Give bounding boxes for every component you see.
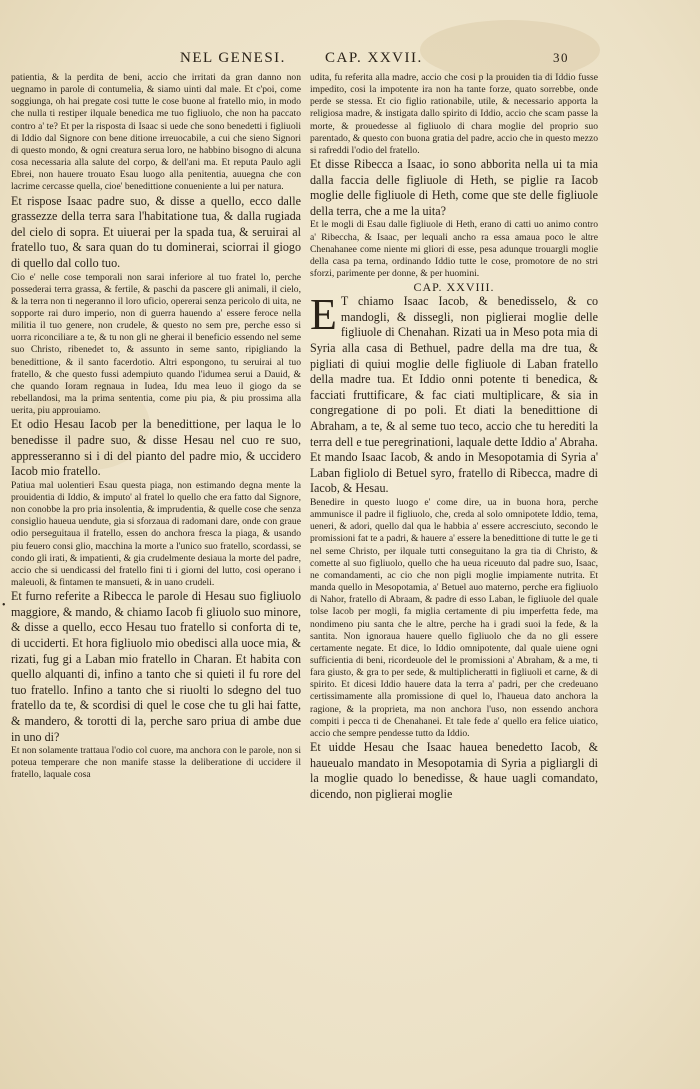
margin-mark: • bbox=[2, 600, 6, 611]
scripture-paragraph: Et odio Hesau Iacob per la benedittione, per laqua le lo benedisse il padre suo, & disse Hesau nel cuo re suo, appresseranno si i di del pianto del padre mio, & uccidero Iacob mio fratello. bbox=[11, 417, 301, 479]
commentary-paragraph: patientia, & la perdita de beni, accio che irritati da gran danno non uegnamo in parole di contumelia, & siamo uinti dal male. Et c'poi, come soggiunga, oh hai pregate cosi tutte le cose buone al fratello mio, in modo che nulla ti restiper ilquale benedica me tuo figliuolo, che non ha paccato contro a' te? Et per la risposta di Isaac si uede che sono benedetti i figliuoli di Iddio dal Signore con bene ditione irreuocabile, a cui che sieno Signori di questo mondo, & ogni creatura serua loro, ne habbino bisogno di alcuna cosa necessaria alla salute del corpo, & dell'ani ma. Et reputa Paulo agli Ebrei, non hauere trouato Esau luogo alla penitentia, auuegna che con lacrime cercasse quella, cioe' benedittione conueniente a lui per natura. bbox=[11, 72, 301, 193]
scripture-paragraph-dropcap bbox=[310, 290, 598, 450]
folio-number: 30 bbox=[553, 50, 569, 65]
commentary-paragraph: udita, fu referita alla madre, accio che cosi p la prouiden tia di Iddio fusse impedito, cosi la impotente ira non ha tante forze, quato sorrebbe, onde perde se stessa. Et cio figlio rationabile, utile, & necessario apporta la religiosa madre, & instigata dallo spirito di Iddio, accio che scam passe la morte, & prouedesse al figliuolo di chara moglie del proprio suo parentado, & questo con buona gratia del padre, accio che in questo mezzo si rafreddi l'odio del fratello. bbox=[310, 72, 598, 156]
right-column bbox=[310, 72, 598, 802]
commentary-paragraph: Patiua mal uolentieri Esau questa piaga, non estimando degna mente la prouidentia di Iddio, & imputo' al fratel lo quello che era fatto dal Signore, non conobbe la pro pria insolentia, & imprudentia, & quelle cose che senza consiglio haueua uendute, gia si sforzaua di radomani dare, onde con graue odio perseguitaua il fratello, essen do anchora fresca la piaga, & usando piu feuero consi glio, macchina la morte a l'unico suo fratello, scordassi, se condo gli irati, & impatienti, & gia crudelmente desiaua la morte del padre, accio che si uendicassi del fratello fini ti i giorni del lutto, cosi operano i maleuoli, & fintamen te mansueti, & in uano crudeli. bbox=[11, 479, 301, 589]
running-title: NEL GENESI. bbox=[180, 50, 286, 66]
commentary-paragraph: Et le mogli di Esau dalle figliuole di Heth, erano di catti uo animo contro a' Ribeccha, & Isaac, per lequali ancho ra essa amaua poco le altre Chenahanee come niente mi gliori di esse, pesa adunque trouargli moglie della casa pa terna, ordinando Iddio tutte le cose, promotore de no stri sforzi, parimente per donne, & per huomini. bbox=[310, 219, 598, 280]
scripture-paragraph: Et rispose Isaac padre suo, & disse a quello, ecco dalle grassezze della terra sara l'habitatione tua, & dalla rugiada del cielo di sopra. Et uiuerai per la spada tua, & seruirai al fratello tuo, & sara quan do tu dominerai, sciorrai il giogo di quello dal collo tuo. bbox=[11, 193, 301, 270]
running-header bbox=[0, 50, 700, 72]
scripture-paragraph: Et disse Ribecca a Isaac, io sono abborita nella ui ta mia dalla faccia delle figliuole di Heth, se piglie ra Iacob moglie delle figliuole di Heth, come que ste delle figliuole della terra, che a me la uita? bbox=[310, 157, 598, 218]
commentary-paragraph: Et non solamente trattaua l'odio col cuore, ma anchora con le parole, non si poteua temperare che non manife stasse la deliberatione di uccidere il fratello, laquale cosa bbox=[11, 745, 301, 781]
chapter-28-heading: CAP. XXVIII. bbox=[413, 280, 495, 295]
dropcap-paragraph-text: T chiamo Isaac Iacob, & benedisselo, & co mandogli, & dissegli, non piglierai moglie delle figliuole di Chenahan. Rizati ua in Meso pota mia di Syria alla casa di Bethuel, padre della ma dre tua, & pigliati di quiui moglie delle figliuole di Laban fratello della madre tua. Et Iddio onni potente ti benedica, & facciati fruttificare, & fac ciati multiplicare, & sia in congregatione di po poli. Et diati la benedittione di Abraham, a te, & al seme tuo teco, accio che tu herediti la terra dell e tue peregrinationi, laquale dette Iddio a' Abraha. bbox=[310, 294, 598, 449]
scripture-paragraph: Et furno referite a Ribecca le parole di Hesau suo figliuolo maggiore, & mando, & chiamo Iacob fi gliuolo suo minore, & disse a quello, ecco Hesau tuo fratello si conforta di te, di ucciderti. Et hora figliuolo mio obedisci alla uoce mia, & rizati, fug gi a Laban mio fratello in Charan. Et habita con quello alquanti di, infino a tanto che si quieti il fu rore del tuo fratello. Infino a tanto che si riuolti lo sdegno del tuo fratello da te, & scordisi di quel le cose che tu gli hai fatte, & mandero, & torotti di la, perche saro priua di ambe due in uno di? bbox=[11, 589, 301, 744]
commentary-paragraph: Benedire in questo luogo e' come dire, ua in buona hora, perche ammunisce il padre il figliuolo, che, creda al solo omnipotete Iddio, tema, ueneri, & adori, quello dal qua le habbia a' essere accresciuto, secondo le promissioni fat te a padri, & hauere a' essere la benedittione di tutte le ge ti nel seme Christo, per ilquale tutti conseguitano la gra tia di Christo, & comette al suo figliuolo, quello che ha ueua riceuuto dal padre suo, Isaac, ne comandamenti, ac cio che non pigli moglie impiamente nutrita. Et manda quello in Mesopotamia, a' Betuel auo materno, perche era figliuolo di Nahor, fratello di Abraam, & padre di esso Laban, le figliuole del quale tolse Iacob per mogli, fa miglia certamente di piu imperfetta fede, ma nondimeno piu santa che le altre, perche ha i gradi suoi la fede, & la santita. Non ignoraua hauere quello figliuolo che da no gli essere certamente negate. Et dice, lo Iddio omnipotente, dal quale uiene ogni sufficientia di beni, ricordeuole del le promissioni a' Abraham, & a me, ti fara giusto, & gra to per sede, & multiplicheratti in figliuoli et carne, & di spirito. Et dicesi Iddio hauere data la terra a' padri, per che credeuano certissimamente alla promissione di quel lo, l'haueua dato anchora la ragione, & la proprieta, ma non anchora l'uso, non essendo anchora compiti i pecca ti de Chenahanei. Et tale fede a' quello era felice uiatico, accio che sempre pendesse tutto da Iddio. bbox=[310, 496, 598, 739]
left-column bbox=[11, 72, 301, 782]
drop-cap-initial: E bbox=[310, 290, 337, 340]
commentary-paragraph: Cio e' nelle cose temporali non sarai inferiore al tuo fratel lo, perche possederai terra grassa, & fertile, & paschi da pascere gli animali, il cielo, & la terra non ti negeranno il loro uficio, opererai senza pericolo di uita, ne sopporte rai duro imperio, non di guerra hauendo a' essere feroce nella militia il tuo genere, non crudele, & questo no sem pre, perche esso si uorra riconciliare a te, & tu non gli ne gherai il beneficio essendo nel seme suo Christo, ribenedet to, & assunto in seme santo, ripigliando la benedittione, & il santo facerdotio. Altri espongono, tu seruirai al tuo fratello, & che questo fussi adempiuto quando l'idumea serui a Dauid, & che quando Ioram regnaua in Iudea, Idu mea leuo il giogo da se rebellandosi, ma la prima sententia, come piu pia, & piu prossima alla uerita, piu approuiamo. bbox=[11, 271, 301, 417]
scripture-paragraph: Et uidde Hesau che Isaac hauea benedetto Iacob, & haueualo mandato in Mesopotamia di Syria a pigliargli di la moglie quado lo benedisse, & haue uagli comandato, dicendo, non piglierai moglie bbox=[310, 740, 598, 801]
scripture-paragraph: Et mando Isaac Iacob, & ando in Mesopotamia di Syria a' Laban figliolo di Betuel syro, fratello di Ribecca, madre di Iacob, & Hesau. bbox=[310, 450, 598, 496]
chapter-heading: CAP. XXVII. bbox=[325, 50, 423, 66]
